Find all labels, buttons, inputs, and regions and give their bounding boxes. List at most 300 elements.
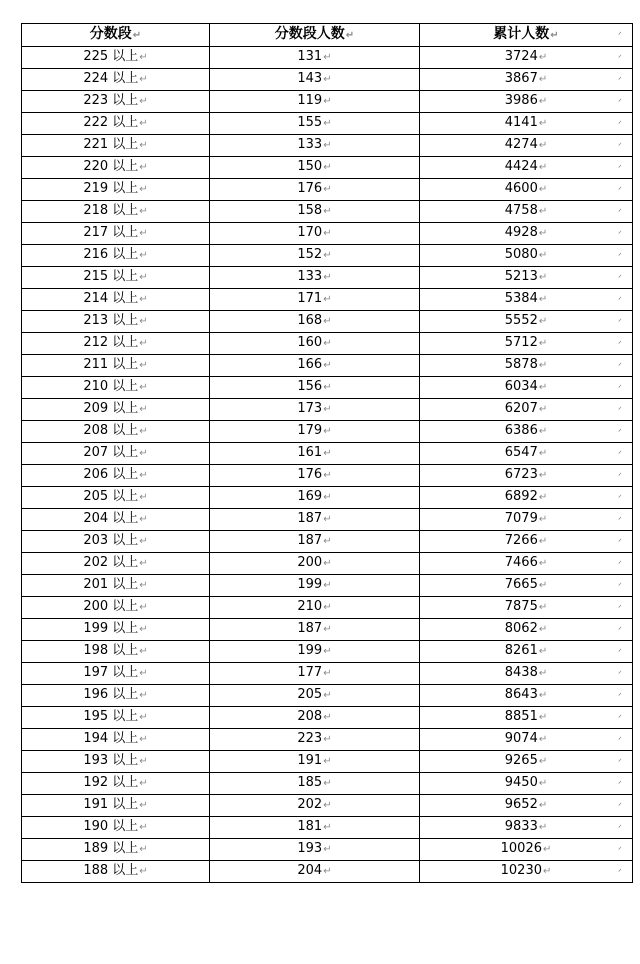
segment-count-cell bbox=[210, 201, 420, 223]
cumulative-count-cell bbox=[420, 553, 633, 575]
cell-end-mark: ↵ bbox=[139, 668, 148, 679]
cumulative-count-cell bbox=[420, 355, 633, 377]
segment-count-cell bbox=[210, 135, 420, 157]
cell-value: 176 bbox=[297, 467, 323, 482]
score-range-cell bbox=[22, 399, 210, 421]
segment-count-cell bbox=[210, 773, 420, 795]
cell-value: 179 bbox=[297, 423, 323, 438]
cumulative-count-cell bbox=[420, 69, 633, 91]
cell-end-mark: ↵ bbox=[323, 624, 332, 635]
segment-count-cell bbox=[210, 751, 420, 773]
cumulative-count-cell bbox=[420, 223, 633, 245]
row-end-mark: ᐟ bbox=[618, 97, 622, 108]
score-range-cell bbox=[22, 487, 210, 509]
cell-end-mark: ↵ bbox=[139, 602, 148, 613]
cumulative-count-cell bbox=[420, 861, 633, 883]
cell-end-mark: ↵ bbox=[139, 316, 148, 327]
cell-value: 220 以上 bbox=[83, 159, 139, 174]
cell-value: 217 以上 bbox=[83, 225, 139, 240]
cell-value: 9265 bbox=[504, 753, 538, 768]
cell-end-mark: ↵ bbox=[139, 162, 148, 173]
cell-value: 201 以上 bbox=[83, 577, 139, 592]
cell-value: 219 以上 bbox=[83, 181, 139, 196]
cell-value: 210 以上 bbox=[83, 379, 139, 394]
score-range-cell bbox=[22, 91, 210, 113]
cell-end-mark: ↵ bbox=[538, 448, 548, 459]
cell-end-mark: ↵ bbox=[323, 492, 332, 503]
cell-value: 192 以上 bbox=[83, 775, 139, 790]
row-end-mark: ᐟ bbox=[618, 625, 622, 636]
cell-end-mark: ↵ bbox=[323, 646, 332, 657]
cell-value: 223 以上 bbox=[83, 93, 139, 108]
row-end-mark: ᐟ bbox=[618, 537, 622, 548]
cell-value: 198 以上 bbox=[83, 643, 139, 658]
cell-end-mark: ↵ bbox=[323, 734, 332, 745]
row-end-mark: ᐟ bbox=[618, 427, 622, 438]
row-end-mark: ᐟ bbox=[618, 757, 622, 768]
cell-value: 161 bbox=[297, 445, 323, 460]
cell-end-mark: ↵ bbox=[139, 140, 148, 151]
segment-count-cell bbox=[210, 795, 420, 817]
cell-end-mark: ↵ bbox=[538, 514, 548, 525]
row-end-mark: ᐟ bbox=[618, 31, 622, 41]
segment-count-cell bbox=[210, 333, 420, 355]
cell-value: 200 bbox=[297, 555, 323, 570]
cumulative-count-cell bbox=[420, 729, 633, 751]
cell-end-mark: ↵ bbox=[132, 30, 142, 41]
cell-value: 6547 bbox=[504, 445, 538, 460]
cell-value: 119 bbox=[297, 93, 323, 108]
cell-end-mark: ↵ bbox=[550, 30, 559, 41]
cell-end-mark: ↵ bbox=[538, 228, 548, 239]
row-end-mark: ᐟ bbox=[618, 691, 622, 702]
cell-end-mark: ↵ bbox=[538, 646, 548, 657]
cell-end-mark: ↵ bbox=[139, 712, 148, 723]
cell-end-mark: ↵ bbox=[323, 360, 332, 371]
cell-end-mark: ↵ bbox=[323, 602, 332, 613]
cell-value: 210 bbox=[297, 599, 323, 614]
cell-value: 3986 bbox=[504, 93, 538, 108]
row-end-mark: ᐟ bbox=[618, 647, 622, 658]
cell-end-mark: ↵ bbox=[323, 800, 332, 811]
cell-value: 199 bbox=[297, 643, 323, 658]
table-row bbox=[22, 69, 633, 91]
cell-value: 206 以上 bbox=[83, 467, 139, 482]
score-range-cell bbox=[22, 201, 210, 223]
cell-end-mark: ↵ bbox=[323, 690, 332, 701]
table-row bbox=[22, 355, 633, 377]
cell-value: 215 以上 bbox=[83, 269, 139, 284]
segment-count-cell bbox=[210, 443, 420, 465]
cell-value: 6723 bbox=[504, 467, 538, 482]
cell-end-mark: ↵ bbox=[538, 470, 548, 481]
cell-value: 7466 bbox=[504, 555, 538, 570]
cell-value: 131 bbox=[297, 49, 323, 64]
cell-value: 6386 bbox=[504, 423, 538, 438]
score-range-cell bbox=[22, 597, 210, 619]
row-end-mark: ᐟ bbox=[618, 383, 622, 394]
score-range-cell bbox=[22, 443, 210, 465]
row-end-mark: ᐟ bbox=[618, 273, 622, 284]
cell-value: 8643 bbox=[504, 687, 538, 702]
cell-value: 156 bbox=[297, 379, 323, 394]
cell-end-mark: ↵ bbox=[538, 52, 548, 63]
score-range-cell bbox=[22, 289, 210, 311]
table-row bbox=[22, 245, 633, 267]
header-label: 累计人数 bbox=[493, 26, 550, 42]
cell-end-mark: ↵ bbox=[538, 778, 548, 789]
score-range-cell bbox=[22, 553, 210, 575]
cell-end-mark: ↵ bbox=[538, 800, 548, 811]
cell-end-mark: ↵ bbox=[323, 316, 332, 327]
score-range-cell bbox=[22, 641, 210, 663]
cell-end-mark: ↵ bbox=[323, 514, 332, 525]
cell-end-mark: ↵ bbox=[139, 448, 148, 459]
table-row bbox=[22, 91, 633, 113]
cell-value: 5080 bbox=[504, 247, 538, 262]
table-row bbox=[22, 597, 633, 619]
table-row bbox=[22, 641, 633, 663]
cell-end-mark: ↵ bbox=[323, 756, 332, 767]
cell-value: 169 bbox=[297, 489, 323, 504]
row-end-mark: ᐟ bbox=[618, 207, 622, 218]
cell-end-mark: ↵ bbox=[538, 162, 548, 173]
table-row bbox=[22, 487, 633, 509]
score-range-cell bbox=[22, 619, 210, 641]
cell-end-mark: ↵ bbox=[139, 580, 148, 591]
score-range-cell bbox=[22, 355, 210, 377]
cell-end-mark: ↵ bbox=[538, 822, 548, 833]
table-header-row bbox=[22, 24, 633, 47]
cell-value: 187 bbox=[297, 533, 323, 548]
cell-end-mark: ↵ bbox=[139, 756, 148, 767]
cell-value: 223 bbox=[297, 731, 323, 746]
score-range-cell bbox=[22, 267, 210, 289]
cell-end-mark: ↵ bbox=[542, 866, 552, 877]
table-row bbox=[22, 751, 633, 773]
cell-value: 213 以上 bbox=[83, 313, 139, 328]
cell-value: 205 以上 bbox=[83, 489, 139, 504]
table-row bbox=[22, 377, 633, 399]
table-row bbox=[22, 707, 633, 729]
table-row bbox=[22, 839, 633, 861]
cumulative-count-cell bbox=[420, 333, 633, 355]
cell-value: 155 bbox=[297, 115, 323, 130]
table-row bbox=[22, 157, 633, 179]
table-row bbox=[22, 575, 633, 597]
cell-value: 160 bbox=[297, 335, 323, 350]
cell-end-mark: ↵ bbox=[538, 118, 548, 129]
cell-value: 8062 bbox=[504, 621, 538, 636]
cell-end-mark: ↵ bbox=[139, 800, 148, 811]
cumulative-count-cell bbox=[420, 179, 633, 201]
segment-count-cell bbox=[210, 289, 420, 311]
cell-value: 222 以上 bbox=[83, 115, 139, 130]
cell-value: 177 bbox=[297, 665, 323, 680]
cumulative-count-cell bbox=[420, 619, 633, 641]
table-row bbox=[22, 421, 633, 443]
cell-value: 176 bbox=[297, 181, 323, 196]
cell-value: 4424 bbox=[504, 159, 538, 174]
cell-value: 150 bbox=[297, 159, 323, 174]
cell-value: 7875 bbox=[504, 599, 538, 614]
segment-count-cell bbox=[210, 69, 420, 91]
cell-value: 7266 bbox=[504, 533, 538, 548]
table-row bbox=[22, 267, 633, 289]
cell-value: 205 bbox=[297, 687, 323, 702]
cumulative-count-cell bbox=[420, 685, 633, 707]
row-end-mark: ᐟ bbox=[618, 493, 622, 504]
segment-count-cell bbox=[210, 641, 420, 663]
row-end-mark: ᐟ bbox=[618, 119, 622, 130]
cell-end-mark: ↵ bbox=[139, 470, 148, 481]
cell-end-mark: ↵ bbox=[139, 536, 148, 547]
row-end-mark: ᐟ bbox=[618, 163, 622, 174]
row-end-mark: ᐟ bbox=[618, 75, 622, 86]
segment-count-cell bbox=[210, 399, 420, 421]
row-end-mark: ᐟ bbox=[618, 581, 622, 592]
score-range-cell bbox=[22, 113, 210, 135]
cell-value: 158 bbox=[297, 203, 323, 218]
cell-value: 3867 bbox=[504, 71, 538, 86]
cumulative-count-cell bbox=[420, 487, 633, 509]
cell-end-mark: ↵ bbox=[139, 74, 148, 85]
score-range-cell bbox=[22, 509, 210, 531]
cell-end-mark: ↵ bbox=[323, 74, 332, 85]
segment-count-cell bbox=[210, 421, 420, 443]
score-range-cell bbox=[22, 157, 210, 179]
cell-value: 214 以上 bbox=[83, 291, 139, 306]
cell-value: 189 以上 bbox=[83, 841, 139, 856]
cell-end-mark: ↵ bbox=[139, 184, 148, 195]
cumulative-count-cell bbox=[420, 707, 633, 729]
cell-value: 9450 bbox=[504, 775, 538, 790]
row-end-mark: ᐟ bbox=[618, 867, 622, 878]
cumulative-count-cell bbox=[420, 509, 633, 531]
cell-end-mark: ↵ bbox=[139, 382, 148, 393]
cell-end-mark: ↵ bbox=[538, 492, 548, 503]
cell-end-mark: ↵ bbox=[139, 514, 148, 525]
cell-end-mark: ↵ bbox=[323, 712, 332, 723]
cell-end-mark: ↵ bbox=[538, 426, 548, 437]
cell-end-mark: ↵ bbox=[139, 558, 148, 569]
cell-end-mark: ↵ bbox=[323, 536, 332, 547]
segment-count-cell bbox=[210, 113, 420, 135]
cell-value: 4600 bbox=[504, 181, 538, 196]
cell-value: 196 以上 bbox=[83, 687, 139, 702]
table-row bbox=[22, 47, 633, 69]
cell-value: 4274 bbox=[504, 137, 538, 152]
cell-end-mark: ↵ bbox=[345, 30, 355, 41]
cumulative-count-cell bbox=[420, 157, 633, 179]
segment-count-cell bbox=[210, 531, 420, 553]
cell-value: 5712 bbox=[504, 335, 538, 350]
segment-count-cell bbox=[210, 355, 420, 377]
score-range-cell bbox=[22, 179, 210, 201]
cell-end-mark: ↵ bbox=[323, 118, 332, 129]
header-segment-count bbox=[210, 24, 420, 47]
cell-end-mark: ↵ bbox=[538, 140, 548, 151]
cell-end-mark: ↵ bbox=[323, 294, 332, 305]
cell-end-mark: ↵ bbox=[323, 448, 332, 459]
score-range-cell bbox=[22, 575, 210, 597]
cumulative-count-cell bbox=[420, 795, 633, 817]
table-row bbox=[22, 179, 633, 201]
score-table-container bbox=[21, 23, 633, 883]
cell-value: 4928 bbox=[504, 225, 538, 240]
segment-count-cell bbox=[210, 839, 420, 861]
row-end-mark: ᐟ bbox=[618, 229, 622, 240]
segment-count-cell bbox=[210, 223, 420, 245]
cell-value: 199 bbox=[297, 577, 323, 592]
cell-value: 4758 bbox=[504, 203, 538, 218]
row-end-mark: ᐟ bbox=[618, 845, 622, 856]
cell-end-mark: ↵ bbox=[139, 866, 148, 877]
cumulative-count-cell bbox=[420, 773, 633, 795]
header-score-range bbox=[22, 24, 210, 47]
cell-value: 10230 bbox=[500, 863, 542, 878]
row-end-mark: ᐟ bbox=[618, 779, 622, 790]
table-row bbox=[22, 223, 633, 245]
row-end-mark: ᐟ bbox=[618, 295, 622, 306]
cell-value: 5213 bbox=[504, 269, 538, 284]
cell-end-mark: ↵ bbox=[323, 228, 332, 239]
row-end-mark: ᐟ bbox=[618, 361, 622, 372]
header-cumulative-count bbox=[420, 24, 633, 47]
table-row bbox=[22, 553, 633, 575]
cell-end-mark: ↵ bbox=[139, 778, 148, 789]
cell-value: 216 以上 bbox=[83, 247, 139, 262]
cell-end-mark: ↵ bbox=[542, 844, 552, 855]
cell-value: 5384 bbox=[504, 291, 538, 306]
row-end-mark: ᐟ bbox=[618, 713, 622, 724]
cell-end-mark: ↵ bbox=[139, 96, 148, 107]
cell-value: 166 bbox=[297, 357, 323, 372]
cell-value: 197 以上 bbox=[83, 665, 139, 680]
cell-end-mark: ↵ bbox=[139, 426, 148, 437]
cell-value: 194 以上 bbox=[83, 731, 139, 746]
cumulative-count-cell bbox=[420, 575, 633, 597]
score-range-cell bbox=[22, 47, 210, 69]
cell-value: 7665 bbox=[504, 577, 538, 592]
score-range-cell bbox=[22, 531, 210, 553]
table-row bbox=[22, 685, 633, 707]
table-row bbox=[22, 817, 633, 839]
cell-end-mark: ↵ bbox=[538, 536, 548, 547]
cell-value: 3724 bbox=[504, 49, 538, 64]
table-row bbox=[22, 619, 633, 641]
row-end-mark: ᐟ bbox=[618, 251, 622, 262]
cell-value: 199 以上 bbox=[83, 621, 139, 636]
cell-end-mark: ↵ bbox=[139, 404, 148, 415]
cell-value: 188 以上 bbox=[83, 863, 139, 878]
cell-value: 211 以上 bbox=[83, 357, 139, 372]
cell-end-mark: ↵ bbox=[323, 778, 332, 789]
table-row bbox=[22, 795, 633, 817]
cumulative-count-cell bbox=[420, 597, 633, 619]
cell-value: 133 bbox=[297, 269, 323, 284]
cell-value: 4141 bbox=[504, 115, 538, 130]
row-end-mark: ᐟ bbox=[618, 515, 622, 526]
cumulative-count-cell bbox=[420, 311, 633, 333]
cell-value: 133 bbox=[297, 137, 323, 152]
cumulative-count-cell bbox=[420, 421, 633, 443]
table-row bbox=[22, 113, 633, 135]
cell-end-mark: ↵ bbox=[139, 338, 148, 349]
table-row bbox=[22, 861, 633, 883]
header-label: 分数段人数 bbox=[274, 26, 345, 42]
row-end-mark: ᐟ bbox=[618, 53, 622, 64]
segment-count-cell bbox=[210, 179, 420, 201]
cell-value: 224 以上 bbox=[83, 71, 139, 86]
cell-end-mark: ↵ bbox=[323, 96, 332, 107]
cell-value: 6892 bbox=[504, 489, 538, 504]
cell-value: 181 bbox=[297, 819, 323, 834]
row-end-mark: ᐟ bbox=[618, 559, 622, 570]
score-range-cell bbox=[22, 333, 210, 355]
score-range-cell bbox=[22, 817, 210, 839]
cell-end-mark: ↵ bbox=[538, 272, 548, 283]
cell-end-mark: ↵ bbox=[323, 866, 332, 877]
cell-end-mark: ↵ bbox=[323, 580, 332, 591]
cell-value: 6207 bbox=[504, 401, 538, 416]
cell-value: 204 以上 bbox=[83, 511, 139, 526]
cell-value: 202 以上 bbox=[83, 555, 139, 570]
score-range-cell bbox=[22, 751, 210, 773]
cumulative-count-cell bbox=[420, 113, 633, 135]
cumulative-count-cell bbox=[420, 47, 633, 69]
cell-end-mark: ↵ bbox=[323, 558, 332, 569]
cell-end-mark: ↵ bbox=[323, 338, 332, 349]
cell-value: 187 bbox=[297, 621, 323, 636]
cell-end-mark: ↵ bbox=[139, 228, 148, 239]
cell-value: 187 bbox=[297, 511, 323, 526]
score-range-cell bbox=[22, 69, 210, 91]
cell-value: 208 以上 bbox=[83, 423, 139, 438]
cell-end-mark: ↵ bbox=[323, 470, 332, 481]
segment-count-cell bbox=[210, 91, 420, 113]
cell-end-mark: ↵ bbox=[538, 602, 548, 613]
segment-count-cell bbox=[210, 267, 420, 289]
cell-value: 202 bbox=[297, 797, 323, 812]
row-end-mark: ᐟ bbox=[618, 823, 622, 834]
cell-end-mark: ↵ bbox=[538, 624, 548, 635]
table-row bbox=[22, 333, 633, 355]
score-range-cell bbox=[22, 245, 210, 267]
segment-count-cell bbox=[210, 575, 420, 597]
cell-end-mark: ↵ bbox=[538, 558, 548, 569]
cumulative-count-cell bbox=[420, 641, 633, 663]
cell-end-mark: ↵ bbox=[323, 206, 332, 217]
cell-end-mark: ↵ bbox=[139, 294, 148, 305]
cell-end-mark: ↵ bbox=[538, 184, 548, 195]
row-end-mark: ᐟ bbox=[618, 339, 622, 350]
cell-end-mark: ↵ bbox=[538, 734, 548, 745]
segment-count-cell bbox=[210, 553, 420, 575]
score-range-cell bbox=[22, 685, 210, 707]
cell-value: 5878 bbox=[504, 357, 538, 372]
cell-value: 168 bbox=[297, 313, 323, 328]
cell-end-mark: ↵ bbox=[139, 250, 148, 261]
cell-end-mark: ↵ bbox=[538, 96, 548, 107]
cumulative-count-cell bbox=[420, 817, 633, 839]
row-end-mark: ᐟ bbox=[618, 405, 622, 416]
segment-count-cell bbox=[210, 597, 420, 619]
cell-end-mark: ↵ bbox=[139, 734, 148, 745]
cell-end-mark: ↵ bbox=[323, 162, 332, 173]
cell-end-mark: ↵ bbox=[139, 492, 148, 503]
row-end-mark: ᐟ bbox=[618, 317, 622, 328]
